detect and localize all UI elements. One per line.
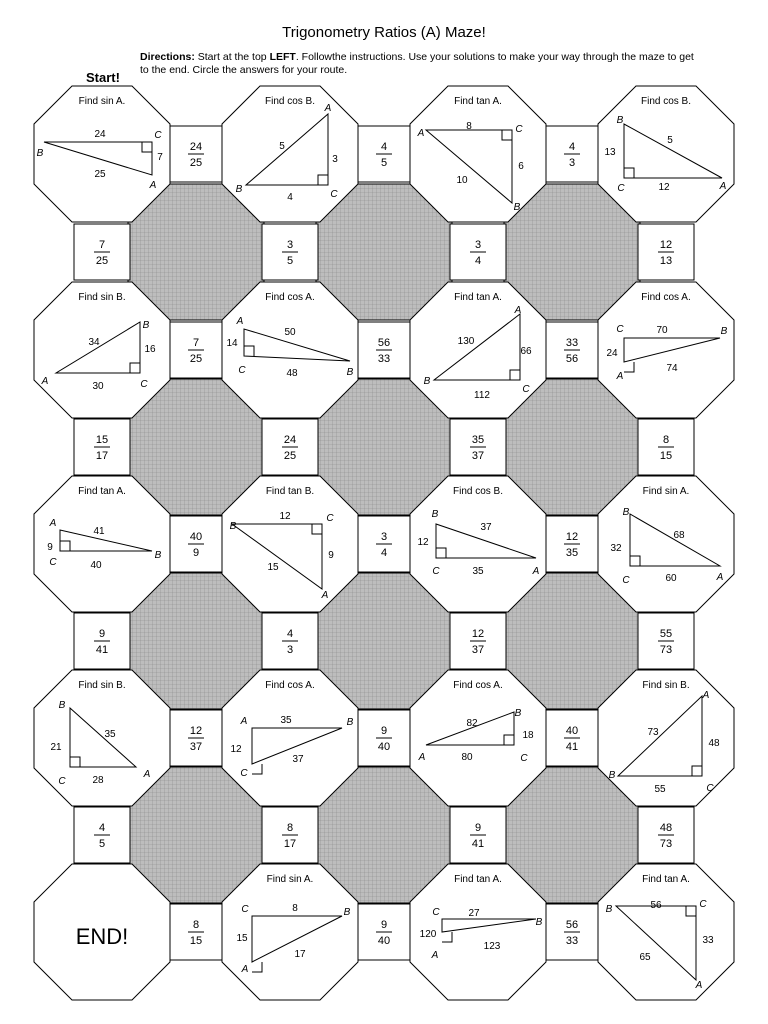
vertex-label: B [235,184,243,195]
vertex-label: B [142,320,150,331]
fraction-numerator: 12 [189,725,203,737]
fraction-denominator: 25 [283,450,297,462]
fraction-denominator: 17 [283,838,297,850]
side-length: 16 [144,344,156,355]
vertex-label: A [702,690,710,701]
side-length: 24 [606,348,618,359]
vertex-label: A [143,769,151,780]
vertex-label: C [617,183,625,194]
vertex-label: A [417,128,425,139]
cell-prompt: Find cos B. [452,486,504,497]
fraction-numerator: 4 [98,822,106,834]
side-length: 28 [92,775,104,786]
fraction-denominator: 41 [471,838,485,850]
fraction-numerator: 48 [659,822,673,834]
fraction-denominator: 25 [189,157,203,169]
fraction-numerator: 4 [568,141,576,153]
vertex-label: C [432,907,440,918]
end-label: END! [75,924,129,949]
side-length: 5 [667,135,673,146]
fraction-numerator: 9 [380,919,388,931]
cell-prompt: Find cos A. [265,292,315,303]
cell-prompt: Find tan A. [642,874,690,885]
side-length: 35 [104,729,116,740]
side-length: 9 [328,550,334,561]
start-label: Start! [86,70,120,85]
cell-prompt: Find cos B. [640,96,692,107]
vertex-label: B [622,507,630,518]
side-length: 66 [520,346,532,357]
vertex-label: C [58,776,66,787]
vertex-label: A [236,316,244,327]
side-length: 10 [456,175,468,186]
vertex-label: B [431,509,439,520]
side-length: 60 [665,573,677,584]
vertex-label: C [326,513,334,524]
side-length: 82 [466,718,478,729]
fraction-denominator: 25 [95,255,109,267]
side-length: 5 [279,141,285,152]
side-length: 74 [666,363,678,374]
fraction-denominator: 73 [659,838,673,850]
cell-prompt: Find cos A. [641,292,691,303]
side-length: 112 [474,390,490,401]
vertex-label: C [616,324,624,335]
side-length: 37 [480,522,492,533]
side-length: 130 [457,336,475,347]
side-length: 68 [673,530,685,541]
fraction-denominator: 33 [565,935,579,947]
side-length: 120 [419,929,437,940]
vertex-label: B [608,770,616,781]
vertex-label: C [699,899,707,910]
directions-text-2: . Followthe instructions. Use your solutions to make your way through the maze to get to the end. Circle the answers for your route. [140,51,694,76]
fraction-numerator: 35 [471,434,485,446]
vertex-label: A [149,180,157,191]
fraction-denominator: 35 [565,547,579,559]
side-length: 73 [647,727,659,738]
vertex-label: B [720,326,728,337]
side-length: 8 [466,121,472,132]
fraction-numerator: 3 [474,239,482,251]
directions-text-1: Start at the top [197,51,267,63]
vertex-label: B [346,367,354,378]
cell-prompt: Find sin A. [78,96,126,107]
fraction-numerator: 9 [380,725,388,737]
fraction-denominator: 41 [95,644,109,656]
side-length: 12 [279,511,291,522]
side-length: 9 [47,542,53,553]
fraction-denominator: 73 [659,644,673,656]
vertex-label: A [324,103,332,114]
vertex-label: C [140,379,148,390]
vertex-label: A [431,950,439,961]
fraction-numerator: 24 [189,141,203,153]
side-length: 13 [604,147,616,158]
cell-prompt: Find tan B. [265,486,315,497]
vertex-label: A [41,376,49,387]
side-length: 33 [702,935,714,946]
side-length: 35 [280,715,292,726]
fraction-numerator: 55 [659,628,673,640]
vertex-label: A [616,371,624,382]
vertex-label: B [514,708,522,719]
side-length: 50 [284,327,296,338]
fraction-numerator: 8 [286,822,294,834]
side-length: 48 [708,738,720,749]
fraction-numerator: 12 [659,239,673,251]
cell-prompt: Find tan A. [454,292,502,303]
side-length: 65 [639,952,651,963]
fraction-denominator: 33 [377,353,391,365]
side-length: 12 [230,744,242,755]
vertex-label: B [343,907,351,918]
cell-prompt: Find sin B. [78,292,126,303]
fraction-denominator: 5 [98,838,106,850]
side-length: 21 [50,742,62,753]
side-length: 15 [267,562,279,573]
side-length: 48 [286,368,298,379]
fraction-numerator: 4 [380,141,388,153]
side-length: 6 [518,161,524,172]
fraction-denominator: 5 [380,157,388,169]
side-length: 18 [522,730,534,741]
fraction-denominator: 3 [568,157,576,169]
side-length: 4 [287,192,293,203]
directions-left-word: LEFT [269,51,296,63]
vertex-label: A [719,181,727,192]
side-length: 32 [610,543,622,554]
fraction-denominator: 56 [565,353,579,365]
side-length: 24 [94,129,106,140]
cell-prompt: Find tan A. [454,96,502,107]
side-length: 34 [88,337,100,348]
fraction-numerator: 56 [377,337,391,349]
fraction-denominator: 25 [189,353,203,365]
fraction-denominator: 37 [471,450,485,462]
vertex-label: C [240,768,248,779]
fraction-denominator: 40 [377,935,391,947]
side-length: 80 [461,752,473,763]
vertex-label: C [522,384,530,395]
vertex-label: B [605,904,613,915]
fraction-denominator: 3 [286,644,294,656]
side-length: 12 [658,182,670,193]
vertex-label: B [36,148,44,159]
page-title: Trigonometry Ratios (A) Maze! [282,24,486,41]
vertex-label: A [49,518,57,529]
vertex-label: C [330,189,338,200]
vertex-label: B [346,717,354,728]
cell-prompt: Find sin A. [266,874,314,885]
vertex-label: B [58,700,66,711]
side-length: 35 [472,566,484,577]
fraction-denominator: 5 [286,255,294,267]
side-length: 25 [94,169,106,180]
fraction-numerator: 56 [565,919,579,931]
side-length: 17 [294,949,306,960]
vertex-label: C [432,566,440,577]
cell-prompt: Find cos A. [265,680,315,691]
cell-prompt: Find cos A. [453,680,503,691]
vertex-label: C [622,575,630,586]
vertex-label: B [229,521,237,532]
vertex-label: A [514,305,522,316]
fraction-numerator: 7 [192,337,200,349]
fraction-numerator: 8 [192,919,200,931]
side-length: 41 [93,526,105,537]
fraction-numerator: 9 [98,628,106,640]
fraction-numerator: 24 [283,434,297,446]
fraction-numerator: 3 [380,531,388,543]
fraction-numerator: 9 [474,822,482,834]
fraction-denominator: 37 [189,741,203,753]
vertex-label: A [321,590,329,601]
side-length: 40 [90,560,102,571]
vertex-label: C [241,904,249,915]
vertex-label: A [695,980,703,991]
side-length: 37 [292,754,304,765]
directions-label: Directions: [140,51,195,63]
side-length: 123 [483,941,501,952]
vertex-label: A [418,752,426,763]
side-length: 3 [332,154,338,165]
vertex-label: B [154,550,162,561]
vertex-label: A [532,566,540,577]
side-length: 27 [468,908,480,919]
fraction-denominator: 41 [565,741,579,753]
cell-prompt: Find cos B. [264,96,316,107]
fraction-numerator: 15 [95,434,109,446]
vertex-label: C [706,783,714,794]
side-length: 8 [292,903,298,914]
vertex-label: C [49,557,57,568]
fraction-denominator: 4 [380,547,388,559]
side-length: 55 [654,784,666,795]
vertex-label: B [513,202,521,213]
vertex-label: C [515,124,523,135]
fraction-numerator: 7 [98,239,106,251]
fraction-denominator: 40 [377,741,391,753]
vertex-label: C [154,130,162,141]
cell-prompt: Find sin B. [78,680,126,691]
fraction-denominator: 15 [659,450,673,462]
vertex-label: B [535,917,543,928]
fraction-denominator: 15 [189,935,203,947]
fraction-numerator: 40 [565,725,579,737]
fraction-numerator: 33 [565,337,579,349]
side-length: 30 [92,381,104,392]
fraction-denominator: 13 [659,255,673,267]
fraction-numerator: 4 [286,628,294,640]
fraction-denominator: 9 [192,547,200,559]
cell-prompt: Find sin A. [642,486,690,497]
fraction-numerator: 12 [471,628,485,640]
fraction-numerator: 40 [189,531,203,543]
fraction-numerator: 8 [662,434,670,446]
fraction-numerator: 12 [565,531,579,543]
vertex-label: A [240,716,248,727]
cell-prompt: Find tan A. [454,874,502,885]
vertex-label: B [423,376,431,387]
fraction-denominator: 4 [474,255,482,267]
fraction-numerator: 3 [286,239,294,251]
side-length: 70 [656,325,668,336]
side-length: 56 [650,900,662,911]
side-length: 15 [236,933,248,944]
vertex-label: C [238,365,246,376]
vertex-label: C [520,753,528,764]
side-length: 14 [226,338,238,349]
fraction-denominator: 17 [95,450,109,462]
vertex-label: B [616,115,624,126]
fraction-denominator: 37 [471,644,485,656]
side-length: 12 [417,537,429,548]
side-length: 7 [157,152,163,163]
cell-prompt: Find sin B. [642,680,690,691]
cell-prompt: Find tan A. [78,486,126,497]
vertex-label: A [716,572,724,583]
vertex-label: A [241,964,249,975]
